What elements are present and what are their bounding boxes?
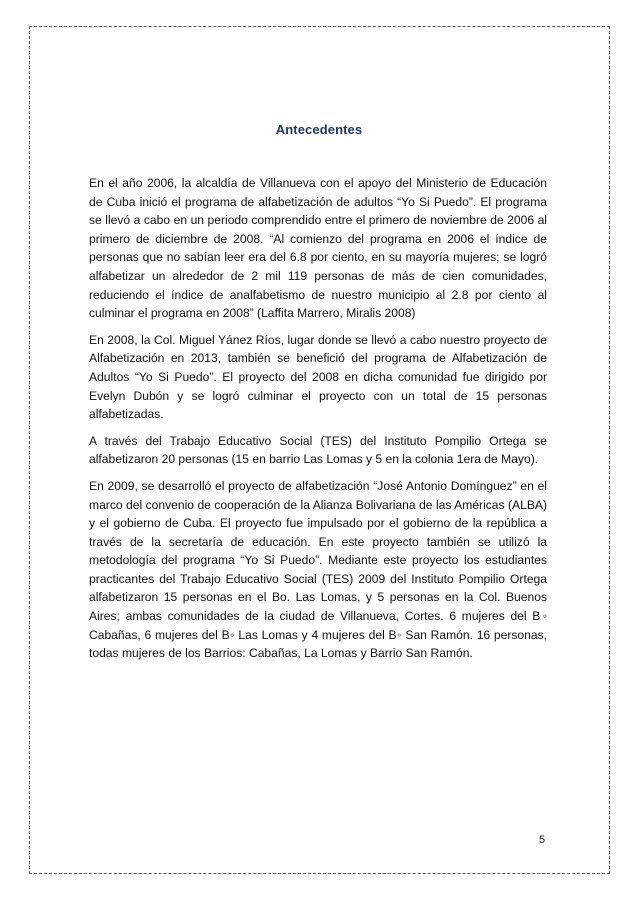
paragraph-2: En 2008, la Col. Miguel Yánez Ríos, lugar donde se llevó a cabo nuestro proyecto de Alfabetización en 2013, también se benefició del programa de Alfabetización de Adultos “Yo Si Puedo”. El proyecto del 2008 en dicha comunidad fue dirigido por Evelyn Dubón y se logró culminar el proyecto con un total de 15 personas alfabetizadas. [89, 332, 547, 422]
paragraph-4: En 2009, se desarrolló el proyecto de alfabetización “José Antonio Domínguez” en el marco del convenio de cooperación de la Alianza Bolivariana de las Américas (ALBA) y el gobierno de Cuba. El proyecto fue impulsado por el gobierno de la república a través de la secretaría de educación. En este proyecto también se utilizó la metodología del programa “Yo Si Puedo”. Mediante este proyecto los estudiantes practicantes del Trabajo Educativo Social (TES) 2009 del Instituto Pompilio Ortega alfabetizaron 15 personas en el Bo. Las Lomas, y 5 personas en la Col. Buenos Aires; ambas comunidades de la ciudad de Villanueva, Cortes. 6 mujeres del B◦ Cabañas, 6 mujeres del B◦ Las Lomas y 4 mujeres del B◦ San Ramón. 16 personas, todas mujeres de los Barrios: Cabañas, La Lomas y Barrio San Ramón. [89, 478, 547, 661]
section-heading: Antecedentes [275, 122, 363, 137]
page-number: 5 [539, 834, 546, 846]
document-body [89, 174, 547, 671]
paragraph-1: En el año 2006, la alcaldía de Villanueva con el apoyo del Ministerio de Educación de Cuba inició el programa de alfabetización de adultos “Yo Si Puedo”. El programa se llevó a cabo en un periodo comprendido entre el primero de noviembre de 2006 al primero de diciembre de 2008. “Al comienzo del programa en 2006 el índice de personas que no sabían leer era del 6.8 por ciento, en su mayoría mujeres; se logró alfabetizar un alrededor de 2 mil 119 personas de más de cien comunidades, reduciendo el índice de analfabetismo de nuestro municipio al 2.8 por ciento al culminar el programa en 2008” (Laffita Marrero, Miralis 2008) [89, 176, 547, 321]
paragraph-3: A través del Trabajo Educativo Social (TES) del Instituto Pompilio Ortega se alfabetizaron 20 personas (15 en barrio Las Lomas y 5 en la colonia 1era de Mayo). [89, 433, 547, 467]
